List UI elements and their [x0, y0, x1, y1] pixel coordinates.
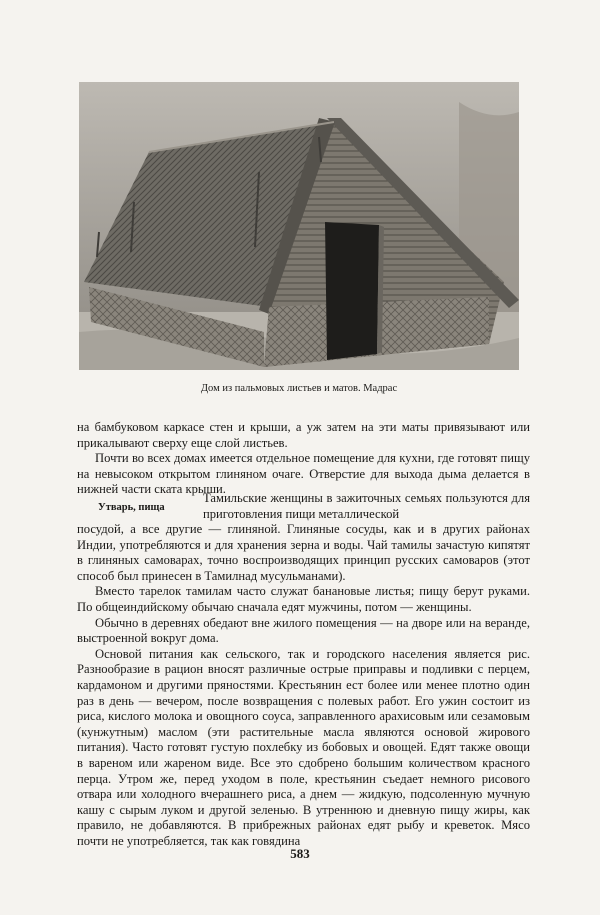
paragraph: на бамбуковом каркасе стен и крыши, а уж затем на эти маты привязывают или прикалывают сверху еще слой листьев.	[77, 420, 530, 450]
paragraph: Основой питания как сельского, так и городского населения является рис. Разнообразие в рацион вносят различные острые приправы и подливки с перцем, кардамоном и другими пряностями. Крестьянин ест более или менее плотно один раз в день — вечером, после возвращения с полевых работ. Его ужин состоит из риса, кислого молока и овощного соуса, заправленного арахисовым или сезамовым (кунжутным) маслом (эти растительные масла являются основой жирового питания). Часто готовят густую похлебку из бобовых и овощей. Едят также овощи в вареном или жареном виде. Все это сдобрено большим количеством красного перца. Утром же, перед уходом в поле, крестьянин съедает немного рисового отвара или холодного вчерашнего риса, а днем — жидкую, подсоленную мучную кашу с сырым луком и другой зеленью. В утреннюю и дневную пищу жиры, как правило, не добавляются. В прибрежных районах едят рыбу и креветок. Мясо почти не употребляется, так как говядина	[77, 646, 530, 848]
house-photo	[79, 82, 519, 370]
figure-caption: Дом из пальмовых листьев и матов. Мадрас	[200, 383, 398, 394]
doorway	[325, 222, 379, 360]
paragraph: Тамильские женщины в зажиточных семьях пользуются для приготовления пищи металлической	[203, 491, 530, 521]
sidebar-heading: Утварь, пища	[98, 502, 165, 513]
paragraph: Вместо тарелок тамилам часто служат банановые листья; пищу берут руками. По общеиндийскому обычаю сначала едят мужчины, потом — женщины.	[77, 584, 530, 614]
paragraph: Почти во всех домах имеется отдельное помещение для кухни, где готовят пищу на невысоком открытом глиняном очаге. Отверстие для выхода дыма делается в нижней части ската крыши.	[77, 451, 530, 497]
paragraph: посудой, а все другие — глиняной. Глиняные сосуды, как и в других районах Индии, употребляются и для хранения зерна и воды. Чай тамилы зачастую кипятят в глиняных самоварах, точно воспроизводящих принцип русских самоваров (этот способ был принесен в Тамилнад мусульманами).	[77, 522, 530, 583]
text-block-side	[203, 491, 530, 522]
page-number: 583	[290, 846, 310, 861]
text-block-top	[77, 420, 530, 498]
text-block-main	[77, 522, 530, 849]
paragraph: Обычно в деревнях обедают вне жилого помещения — на дворе или на веранде, выстроенной вокруг дома.	[77, 615, 530, 646]
